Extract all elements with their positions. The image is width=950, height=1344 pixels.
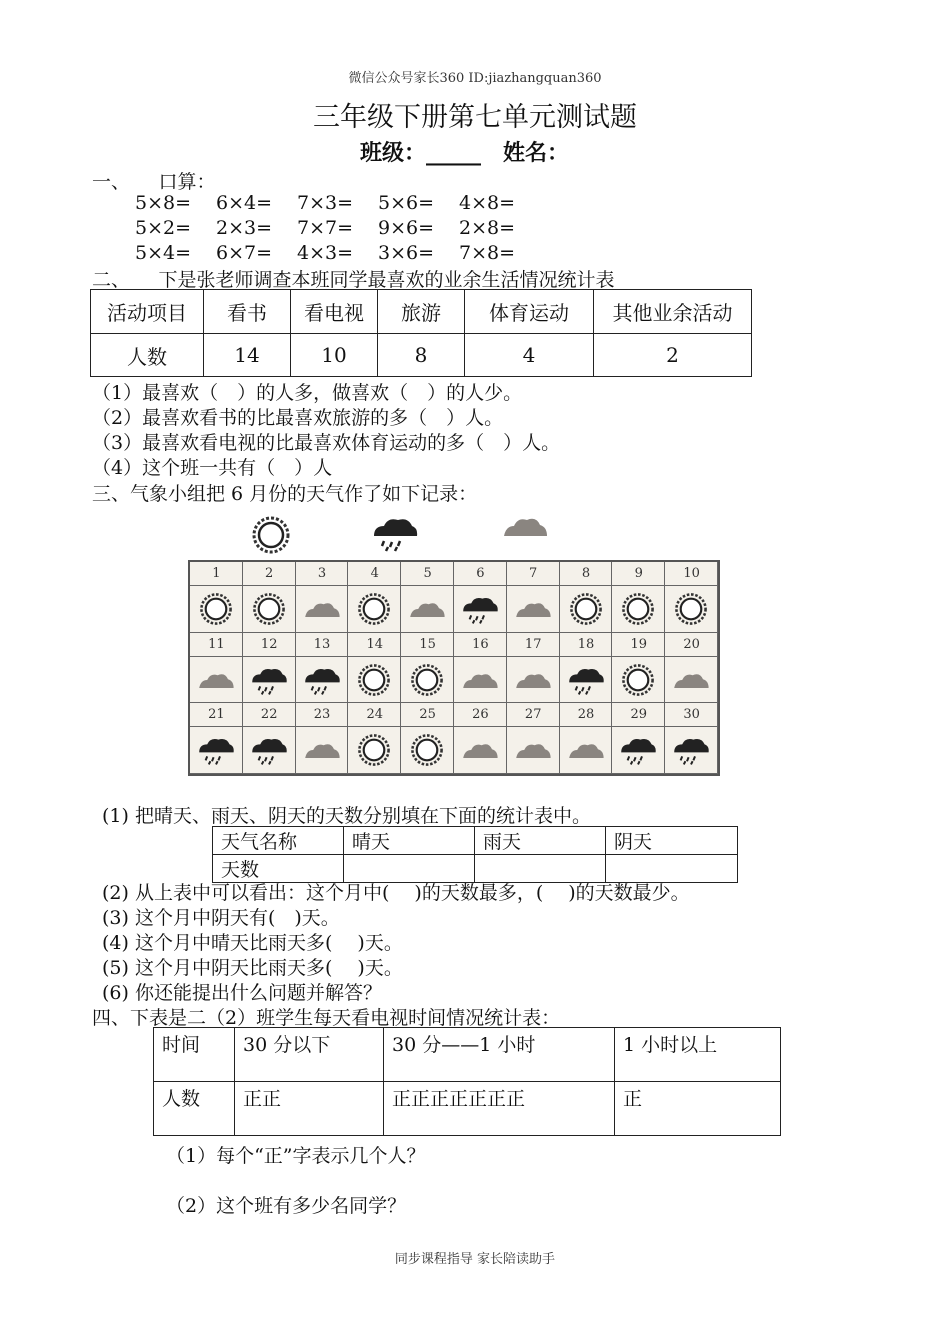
arithmetic-problem: 7×3= bbox=[297, 192, 354, 214]
page-footer: 同步课程指导 家长陪读助手 bbox=[394, 1252, 556, 1267]
sun-icon bbox=[248, 514, 294, 556]
calendar-day-number: 15 bbox=[419, 636, 436, 652]
calendar-day-cell bbox=[665, 633, 718, 657]
q4-row-cell: 正 bbox=[615, 1082, 781, 1136]
arithmetic-problem: 2×8= bbox=[459, 217, 516, 239]
overcast-cloud-icon bbox=[407, 591, 447, 627]
page-header: 微信公众号家长360 ID:jiazhangquan360 bbox=[348, 71, 602, 86]
q3-question: (3) 这个月中阴天有( )天。 bbox=[102, 907, 340, 929]
calendar-weather-cell bbox=[348, 657, 401, 704]
q2-question: （1）最喜欢（ ）的人多，做喜欢（ ）的人少。 bbox=[92, 382, 523, 404]
calendar-day-number: 13 bbox=[313, 636, 331, 652]
calendar-day-cell bbox=[401, 633, 454, 657]
calendar-weather-cell bbox=[243, 586, 296, 633]
sun-icon bbox=[566, 591, 606, 627]
calendar-day-number: 16 bbox=[472, 636, 489, 652]
calendar-day-number: 20 bbox=[683, 636, 700, 652]
calendar-weather-cell bbox=[665, 727, 718, 774]
rain-cloud-icon bbox=[618, 732, 658, 768]
calendar-weather-cell bbox=[401, 586, 454, 633]
calendar-day-number: 6 bbox=[476, 566, 485, 581]
overcast-cloud-icon bbox=[302, 591, 342, 627]
calendar-weather-cell bbox=[560, 586, 613, 633]
q2-row-cell: 4 bbox=[465, 334, 594, 377]
q2-header-cell: 旅游 bbox=[378, 290, 465, 334]
calendar-day-number: 9 bbox=[634, 566, 643, 581]
calendar-day-number: 4 bbox=[370, 566, 379, 581]
sun-icon bbox=[354, 732, 394, 768]
calendar-day-number: 11 bbox=[208, 636, 225, 652]
q3-row-cell: 天数 bbox=[213, 855, 344, 883]
q2-header-cell: 看电视 bbox=[291, 290, 378, 334]
q4-header-cell: 时间 bbox=[154, 1028, 235, 1082]
calendar-weather-cell bbox=[612, 586, 665, 633]
calendar-day-number: 10 bbox=[683, 566, 700, 581]
calendar-weather-cell bbox=[243, 727, 296, 774]
sun-icon bbox=[671, 591, 711, 627]
q3-header-cell: 雨天 bbox=[475, 827, 606, 855]
q2-question: （4）这个班一共有（ ）人 bbox=[92, 457, 333, 479]
calendar-weather-cell bbox=[454, 727, 507, 774]
calendar-weather-cell bbox=[296, 586, 349, 633]
q4-header-cell: 1 小时以上 bbox=[615, 1028, 781, 1082]
calendar-day-cell bbox=[560, 633, 613, 657]
calendar-day-cell bbox=[454, 562, 507, 586]
calendar-weather-cell bbox=[612, 727, 665, 774]
calendar-day-cell bbox=[612, 562, 665, 586]
q1-heading: 一、 口算： bbox=[92, 171, 216, 193]
calendar-weather-cell bbox=[348, 727, 401, 774]
calendar-weather-cell bbox=[507, 657, 560, 704]
q3-question: (6) 你还能提出什么问题并解答？ bbox=[102, 982, 382, 1004]
overcast-cloud-icon bbox=[513, 732, 553, 768]
arithmetic-problem: 4×3= bbox=[297, 242, 354, 264]
q3-question: (5) 这个月中阴天比雨天多( )天。 bbox=[102, 957, 403, 979]
arithmetic-problem: 5×8= bbox=[135, 192, 192, 214]
arithmetic-problem: 9×6= bbox=[378, 217, 435, 239]
q2-row-cell: 人数 bbox=[91, 334, 204, 377]
arithmetic-problem: 2×3= bbox=[216, 217, 273, 239]
arithmetic-problem: 6×7= bbox=[216, 242, 273, 264]
q4-header-cell: 30 分——1 小时 bbox=[384, 1028, 615, 1082]
rain-cloud-icon bbox=[249, 662, 289, 698]
calendar-weather-cell bbox=[296, 727, 349, 774]
arithmetic-problem: 5×4= bbox=[135, 242, 192, 264]
q3-weather-table bbox=[212, 826, 738, 883]
weather-calendar bbox=[188, 560, 720, 776]
calendar-day-cell bbox=[612, 703, 665, 727]
calendar-day-cell bbox=[665, 562, 718, 586]
calendar-day-number: 14 bbox=[366, 636, 384, 652]
calendar-weather-cell bbox=[348, 586, 401, 633]
calendar-day-number: 3 bbox=[317, 566, 327, 581]
calendar-day-number: 28 bbox=[577, 707, 595, 723]
sun-icon bbox=[249, 591, 289, 627]
calendar-weather-cell bbox=[665, 657, 718, 704]
rain-cloud-icon bbox=[196, 732, 236, 768]
calendar-day-number: 17 bbox=[524, 636, 542, 652]
sun-icon bbox=[618, 662, 658, 698]
calendar-day-cell bbox=[507, 703, 560, 727]
sun-icon bbox=[354, 662, 394, 698]
calendar-day-cell bbox=[190, 633, 243, 657]
calendar-weather-cell bbox=[560, 657, 613, 704]
q2-header-cell: 活动项目 bbox=[91, 290, 204, 334]
rain-cloud-icon bbox=[460, 591, 500, 627]
sun-icon bbox=[407, 732, 447, 768]
calendar-weather-cell bbox=[560, 727, 613, 774]
overcast-cloud-icon bbox=[460, 732, 500, 768]
calendar-weather-cell bbox=[296, 657, 349, 704]
q3-header-cell: 晴天 bbox=[344, 827, 475, 855]
q4-row-cell: 正正 bbox=[235, 1082, 384, 1136]
sun-icon bbox=[407, 662, 447, 698]
calendar-day-cell bbox=[507, 633, 560, 657]
calendar-day-cell bbox=[190, 703, 243, 727]
q2-header-cell: 看书 bbox=[204, 290, 291, 334]
q2-row-cell: 2 bbox=[594, 334, 752, 377]
calendar-weather-cell bbox=[665, 586, 718, 633]
calendar-day-number: 25 bbox=[419, 707, 436, 723]
calendar-day-cell bbox=[401, 562, 454, 586]
overcast-cloud-icon bbox=[566, 732, 606, 768]
calendar-day-number: 12 bbox=[260, 636, 278, 652]
calendar-weather-cell bbox=[507, 727, 560, 774]
q2-header-cell: 其他业余活动 bbox=[594, 290, 752, 334]
calendar-day-cell bbox=[348, 703, 401, 727]
q3-sub1: (1) 把晴天、雨天、阴天的天数分别填在下面的统计表中。 bbox=[102, 805, 591, 827]
rain-cloud-icon bbox=[302, 662, 342, 698]
q2-heading: 二、 下是张老师调查本班同学最喜欢的业余生活情况统计表 bbox=[92, 269, 615, 291]
calendar-day-cell bbox=[243, 633, 296, 657]
q2-activity-table bbox=[90, 289, 752, 377]
q3-header-cell: 天气名称 bbox=[213, 827, 344, 855]
q2-question: （2）最喜欢看书的比最喜欢旅游的多（ ）人。 bbox=[92, 407, 504, 429]
calendar-day-number: 2 bbox=[265, 566, 274, 581]
overcast-cloud-icon bbox=[513, 591, 553, 627]
overcast-cloud-icon bbox=[460, 662, 500, 698]
calendar-day-cell bbox=[454, 633, 507, 657]
calendar-day-cell bbox=[401, 703, 454, 727]
calendar-day-number: 22 bbox=[260, 707, 278, 723]
q3-question: (4) 这个月中晴天比雨天多( )天。 bbox=[102, 932, 403, 954]
calendar-day-cell bbox=[243, 703, 296, 727]
arithmetic-problem: 6×4= bbox=[216, 192, 273, 214]
q4-heading: 四、下表是二（2）班学生每天看电视时间情况统计表： bbox=[92, 1007, 561, 1029]
calendar-weather-cell bbox=[243, 657, 296, 704]
calendar-day-number: 24 bbox=[366, 707, 384, 723]
calendar-day-number: 1 bbox=[212, 566, 221, 581]
overcast-cloud-icon bbox=[302, 732, 342, 768]
arithmetic-problem: 5×2= bbox=[135, 217, 192, 239]
arithmetic-problem: 3×6= bbox=[378, 242, 435, 264]
q4-header-cell: 30 分以下 bbox=[235, 1028, 384, 1082]
calendar-day-cell bbox=[296, 562, 349, 586]
calendar-day-cell bbox=[348, 562, 401, 586]
q3-heading: 三、气象小组把 6 月份的天气作了如下记录： bbox=[92, 483, 478, 505]
calendar-day-number: 21 bbox=[208, 707, 225, 723]
calendar-day-cell bbox=[560, 703, 613, 727]
q2-question: （3）最喜欢看电视的比最喜欢体育运动的多（ ）人。 bbox=[92, 432, 561, 454]
rain-cloud-icon bbox=[671, 732, 711, 768]
calendar-day-number: 5 bbox=[423, 566, 432, 581]
calendar-day-number: 19 bbox=[630, 636, 648, 652]
calendar-weather-cell bbox=[454, 586, 507, 633]
rain-cloud-icon bbox=[370, 514, 420, 552]
calendar-weather-cell bbox=[401, 727, 454, 774]
arithmetic-problem: 7×8= bbox=[459, 242, 516, 264]
q4-question: （2）这个班有多少名同学？ bbox=[166, 1195, 407, 1217]
rain-cloud-icon bbox=[249, 732, 289, 768]
overcast-cloud-icon bbox=[196, 662, 236, 698]
overcast-cloud-icon bbox=[671, 662, 711, 698]
q2-row-cell: 10 bbox=[291, 334, 378, 377]
calendar-day-cell bbox=[348, 633, 401, 657]
q3-question: (2) 从上表中可以看出：这个月中( )的天数最多，( )的天数最少。 bbox=[102, 882, 690, 904]
calendar-weather-cell bbox=[190, 657, 243, 704]
calendar-day-cell bbox=[296, 633, 349, 657]
q4-tv-time-table bbox=[153, 1027, 781, 1136]
calendar-weather-cell bbox=[507, 586, 560, 633]
calendar-day-cell bbox=[665, 703, 718, 727]
rain-cloud-icon bbox=[566, 662, 606, 698]
calendar-day-number: 23 bbox=[313, 707, 331, 723]
calendar-day-cell bbox=[296, 703, 349, 727]
calendar-day-number: 18 bbox=[577, 636, 595, 652]
page-title: 三年级下册第七单元测试题 bbox=[313, 102, 637, 133]
calendar-day-number: 27 bbox=[524, 707, 542, 723]
calendar-day-cell bbox=[243, 562, 296, 586]
q2-header-cell: 体育运动 bbox=[465, 290, 594, 334]
calendar-day-number: 8 bbox=[581, 566, 591, 581]
q3-header-cell: 阴天 bbox=[606, 827, 738, 855]
sun-icon bbox=[196, 591, 236, 627]
calendar-weather-cell bbox=[190, 727, 243, 774]
calendar-day-number: 30 bbox=[683, 707, 700, 723]
overcast-cloud-icon bbox=[500, 512, 550, 540]
arithmetic-problem: 4×8= bbox=[459, 192, 516, 214]
q4-question: （1）每个“正”字表示几个人？ bbox=[166, 1145, 426, 1167]
calendar-day-cell bbox=[190, 562, 243, 586]
calendar-weather-cell bbox=[401, 657, 454, 704]
calendar-day-number: 29 bbox=[630, 707, 648, 723]
class-name-line: 班级：_____ 姓名： bbox=[360, 141, 570, 166]
sun-icon bbox=[354, 591, 394, 627]
q2-row-cell: 8 bbox=[378, 334, 465, 377]
calendar-weather-cell bbox=[190, 586, 243, 633]
q2-row-cell: 14 bbox=[204, 334, 291, 377]
calendar-day-number: 7 bbox=[529, 566, 538, 581]
overcast-cloud-icon bbox=[513, 662, 553, 698]
calendar-day-cell bbox=[454, 703, 507, 727]
calendar-day-cell bbox=[612, 633, 665, 657]
calendar-weather-cell bbox=[612, 657, 665, 704]
q4-row-cell: 人数 bbox=[154, 1082, 235, 1136]
q4-row-cell: 正正正正正正正 bbox=[384, 1082, 615, 1136]
arithmetic-problem: 7×7= bbox=[297, 217, 354, 239]
sun-icon bbox=[618, 591, 658, 627]
arithmetic-problem: 5×6= bbox=[378, 192, 435, 214]
calendar-weather-cell bbox=[454, 657, 507, 704]
calendar-day-number: 26 bbox=[472, 707, 489, 723]
calendar-day-cell bbox=[560, 562, 613, 586]
calendar-day-cell bbox=[507, 562, 560, 586]
